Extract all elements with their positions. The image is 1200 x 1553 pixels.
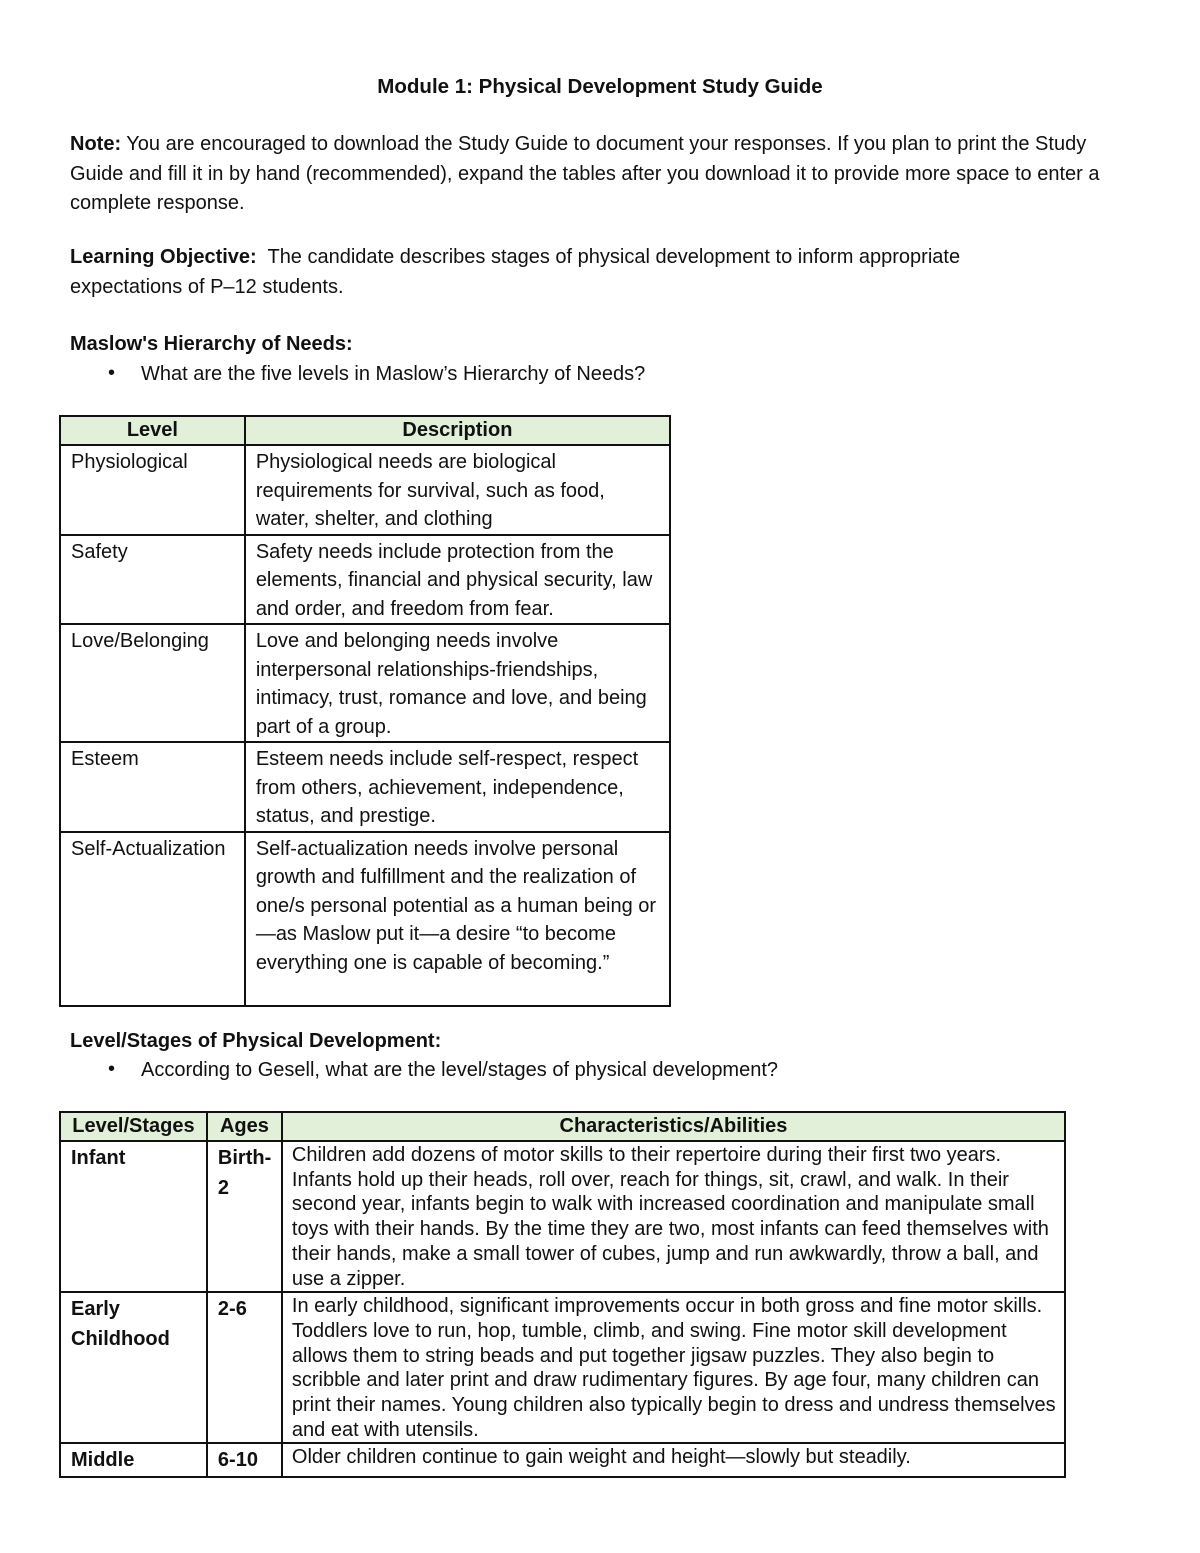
table-row: [60, 1443, 1065, 1477]
level-cell: Love/Belonging: [60, 624, 245, 742]
bullet-icon: •: [108, 1058, 116, 1080]
stage-cell: Middle: [60, 1443, 207, 1477]
gesell-question: According to Gesell, what are the level/stages of physical development?: [141, 1059, 779, 1081]
level-cell: Safety: [60, 535, 245, 625]
gesell-heading: Level/Stages of Physical Development:: [70, 1030, 442, 1052]
note-text: You are encouraged to download the Study Guide to document your responses. If you plan to print the Study Guide and fill it in by hand (recommended), expand the tables after you download it to provide more space to enter a complete response.: [70, 133, 1100, 214]
page-title: Module 1: Physical Development Study Guide: [377, 75, 823, 98]
gesell-table: [59, 1111, 1066, 1478]
description-cell: Physiological needs are biological requirements for survival, such as food, water, shelter, and clothing: [245, 445, 670, 535]
stage-cell: Early Childhood: [60, 1292, 207, 1443]
column-header-characteristics: Characteristics/Abilities: [282, 1112, 1065, 1141]
table-header-row: [60, 416, 670, 445]
level-cell: Self-Actualization: [60, 832, 245, 1006]
ages-cell: 6-10: [207, 1443, 282, 1477]
table-row: [60, 742, 670, 832]
description-cell: Esteem needs include self-respect, respect from others, achievement, independence, status, and prestige.: [245, 742, 670, 832]
characteristics-cell: Older children continue to gain weight and height—slowly but steadily.: [282, 1443, 1065, 1477]
level-cell: Esteem: [60, 742, 245, 832]
description-cell: Self-actualization needs involve personal growth and fulfillment and the realization of one/s personal potential as a human being or—as Maslow put it—a desire “to become everything one is capable of becoming.”: [245, 832, 670, 1006]
maslow-question: What are the five levels in Maslow’s Hierarchy of Needs?: [141, 363, 646, 385]
description-cell: Safety needs include protection from the elements, financial and physical security, law and order, and freedom from fear.: [245, 535, 670, 625]
table-row: [60, 445, 670, 535]
maslow-table: [59, 415, 671, 1007]
table-row: [60, 832, 670, 1006]
level-cell: Physiological: [60, 445, 245, 535]
bullet-icon: •: [108, 362, 116, 384]
note-paragraph: [70, 130, 1130, 219]
objective-label: Learning Objective:: [70, 246, 257, 268]
learning-objective-paragraph: [70, 243, 1070, 302]
table-header-row: [60, 1112, 1065, 1141]
table-row: [60, 535, 670, 625]
table-row: [60, 624, 670, 742]
note-label: Note:: [70, 133, 122, 155]
column-header-description: Description: [245, 416, 670, 445]
maslow-heading: Maslow's Hierarchy of Needs:: [70, 333, 353, 355]
column-header-stage: Level/Stages: [60, 1112, 207, 1141]
table-row: [60, 1292, 1065, 1443]
column-header-ages: Ages: [207, 1112, 282, 1141]
characteristics-cell: In early childhood, significant improvements occur in both gross and fine motor skills. Toddlers love to run, hop, tumble, climb, and swing. Fine motor skill development allows them to string beads and put together jigsaw puzzles. They also begin to scribble and later print and draw rudimentary figures. By age four, many children can print their names. Young children also typically begin to dress and undress themselves and eat with utensils.: [282, 1292, 1065, 1443]
objective-text: The candidate describes stages of physical development to inform appropriate expectations of P–12 students.: [70, 246, 966, 298]
stage-cell: Infant: [60, 1141, 207, 1292]
characteristics-cell: Children add dozens of motor skills to their repertoire during their first two years. Infants hold up their heads, roll over, reach for things, sit, crawl, and walk. In their second year, infants begin to walk with increased coordination and manipulate small toys with their hands. By the time they are two, most infants can feed themselves with their hands, make a small tower of cubes, jump and run awkwardly, throw a ball, and use a zipper.: [282, 1141, 1065, 1292]
table-row: [60, 1141, 1065, 1292]
description-cell: Love and belonging needs involve interpersonal relationships-friendships, intimacy, trust, romance and love, and being part of a group.: [245, 624, 670, 742]
column-header-level: Level: [60, 416, 245, 445]
ages-cell: Birth-2: [207, 1141, 282, 1292]
ages-cell: 2-6: [207, 1292, 282, 1443]
